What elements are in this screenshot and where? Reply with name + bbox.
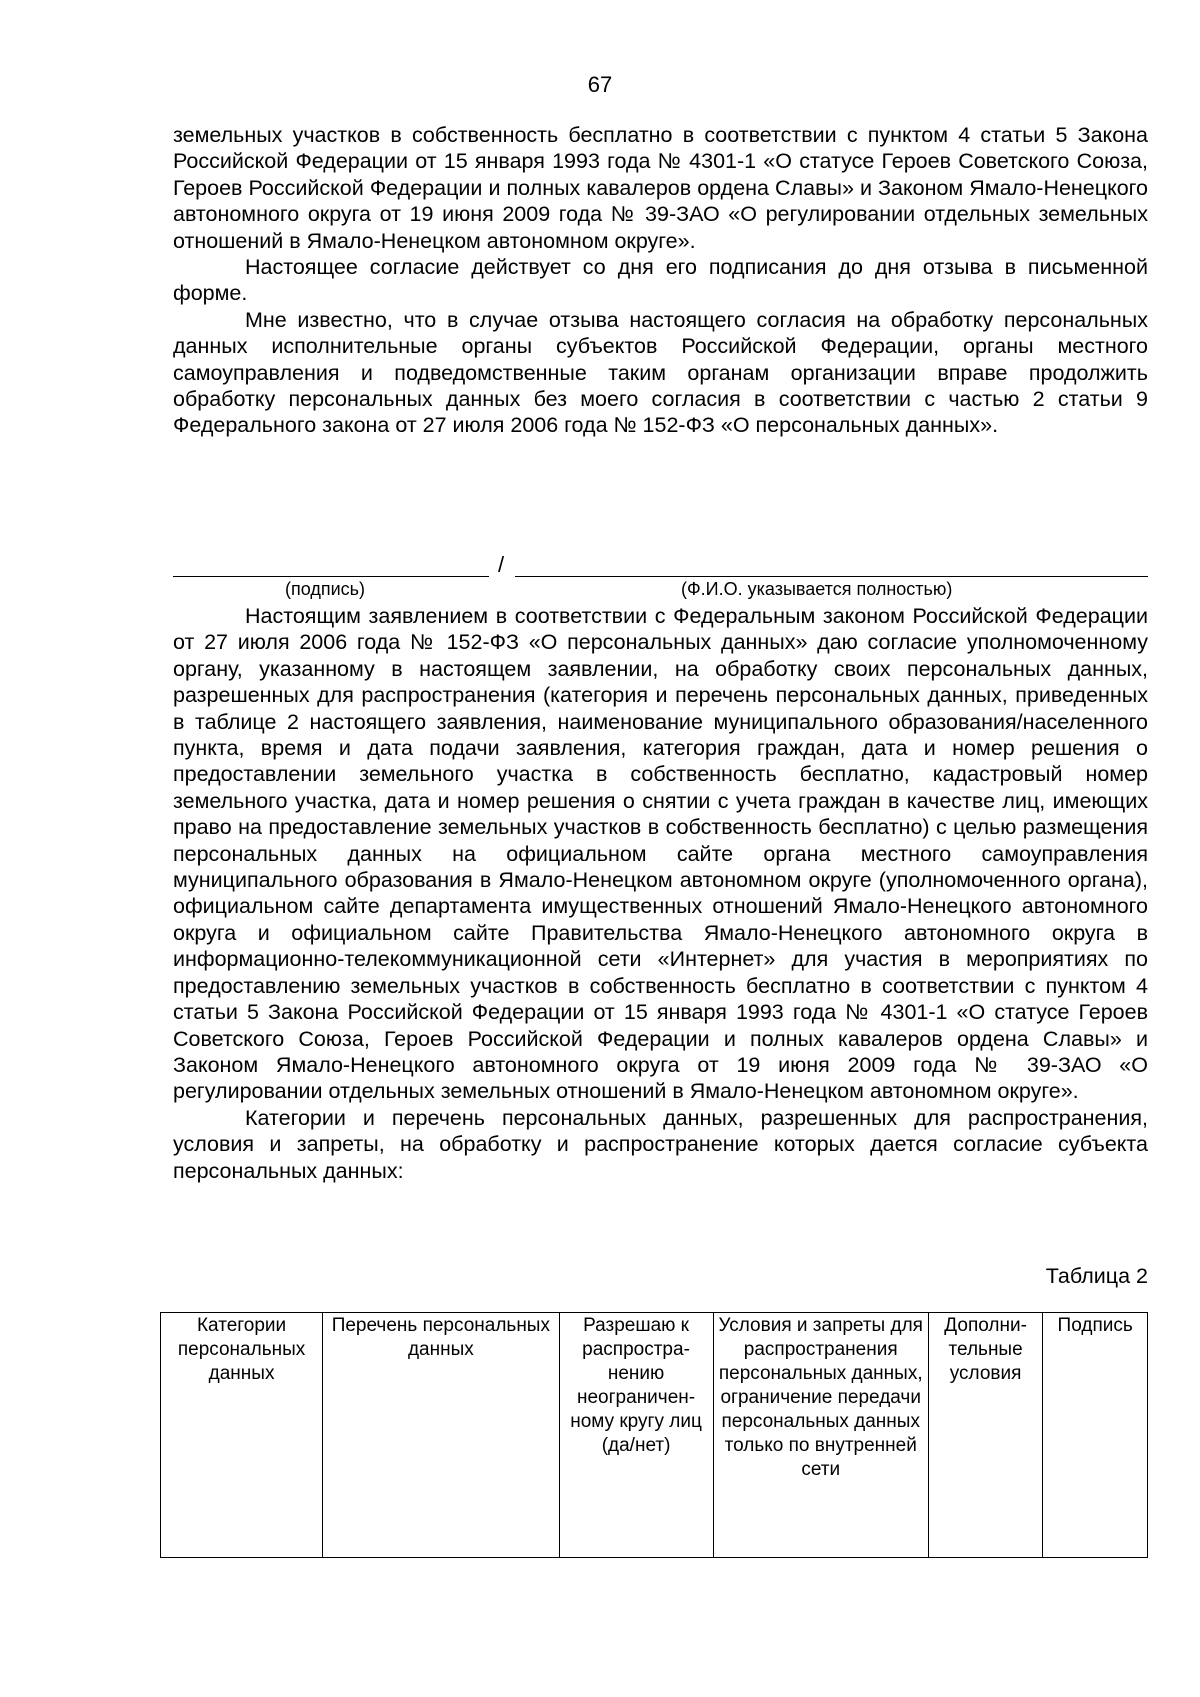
document-body-top bbox=[173, 122, 1148, 439]
consent-table bbox=[160, 1312, 1148, 1558]
signature-separator: / bbox=[498, 552, 505, 577]
table-header-row bbox=[161, 1313, 1148, 1558]
table-header-cell: Подпись bbox=[1043, 1313, 1148, 1558]
signature-block bbox=[173, 549, 1148, 601]
full-name-line bbox=[515, 576, 1148, 577]
table-header-cell: Разрешаю к распростра-нению неограничен-ному кругу лиц (да/нет) bbox=[559, 1313, 713, 1558]
paragraph: Мне известно, что в случае отзыва настоящего согласия на обработку персональных данных исполнительные органы субъектов Российской Федерации, органы местного самоуправления и подведомственные таким органам организации вправе продолжить обработку персональных данных без моего согласия в соответствии с частью 2 статьи 9 Федерального закона от 27 июля 2006 года № 152-ФЗ «О персональных данных». bbox=[173, 307, 1148, 438]
table-caption: Таблица 2 bbox=[1045, 1264, 1148, 1288]
table-header-cell: Перечень персональных данных bbox=[323, 1313, 559, 1558]
signature-caption: (подпись) bbox=[285, 579, 366, 599]
page-number: 67 bbox=[587, 72, 613, 97]
table-header-cell: Категории персональных данных bbox=[161, 1313, 323, 1558]
paragraph: Настоящее согласие действует со дня его подписания до дня отзыва в письменной форме. bbox=[173, 255, 1148, 306]
paragraph: земельных участков в собственность бесплатно в соответствии с пунктом 4 статьи 5 Закона Российской Федерации от 15 января 1993 года № 4301-1 «О статусе Героев Советского Союза, Героев Российской Федерации и полных кавалеров ордена Славы» и Законом Ямало-Ненецкого автономного округа от 19 июня 2009 года № 39-ЗАО «О регулировании отдельных земельных отношений в Ямало-Ненецком автономном округе». bbox=[173, 123, 1148, 253]
paragraph: Категории и перечень персональных данных, разрешенных для распространения, условия и запреты, на обработку и распространение которых дается согласие субъекта персональных данных: bbox=[173, 1105, 1148, 1183]
document-body-bottom bbox=[173, 603, 1148, 1184]
table-header-cell: Условия и запреты для распространения персональных данных, ограничение передачи персональных данных только по внутренней сети bbox=[713, 1313, 928, 1558]
signature-line bbox=[173, 576, 489, 577]
paragraph: Настоящим заявлением в соответствии с Федеральным законом Российской Федерации от 27 июля 2006 года № 152-ФЗ «О персональных данных» даю согласие уполномоченному органу, указанному в настоящем заявлении, на обработку своих персональных данных, разрешенных для распространения (категория и перечень персональных данных, приведенных в таблице 2 настоящего заявления, наименование муниципального образования/населенного пункта, время и дата подачи заявления, категория граждан, дата и номер решения о предоставлении земельного участка в собственность бесплатно, кадастровый номер земельного участка, дата и номер решения о снятии с учета граждан в качестве лиц, имеющих право на предоставление земельных участков в собственность бесплатно) с целью размещения персональных данных на официальном сайте органа местного самоуправления муниципального образования в Ямало-Ненецком автономном округе (уполномоченного органа), официальном сайте департамента имущественных отношений Ямало-Ненецкого автономного округа и официальном сайте Правительства Ямало-Ненецкого автономного округа в информационно-телекоммуникационной сети «Интернет» для участия в мероприятиях по предоставлению земельных участков в собственность бесплатно в соответствии с пунктом 4 статьи 5 Закона Российской Федерации от 15 января 1993 года № 4301-1 «О статусе Героев Советского Союза, Героев Российской Федерации и полных кавалеров ордена Славы» и Законом Ямало-Ненецкого автономного округа от 19 июня 2009 года № 39-ЗАО «О регулировании отдельных земельных отношений в Ямало-Ненецком автономном округе». bbox=[173, 604, 1148, 1104]
table-header-cell: Дополни-тельные условия bbox=[928, 1313, 1042, 1558]
full-name-caption: (Ф.И.О. указывается полностью) bbox=[681, 579, 953, 599]
